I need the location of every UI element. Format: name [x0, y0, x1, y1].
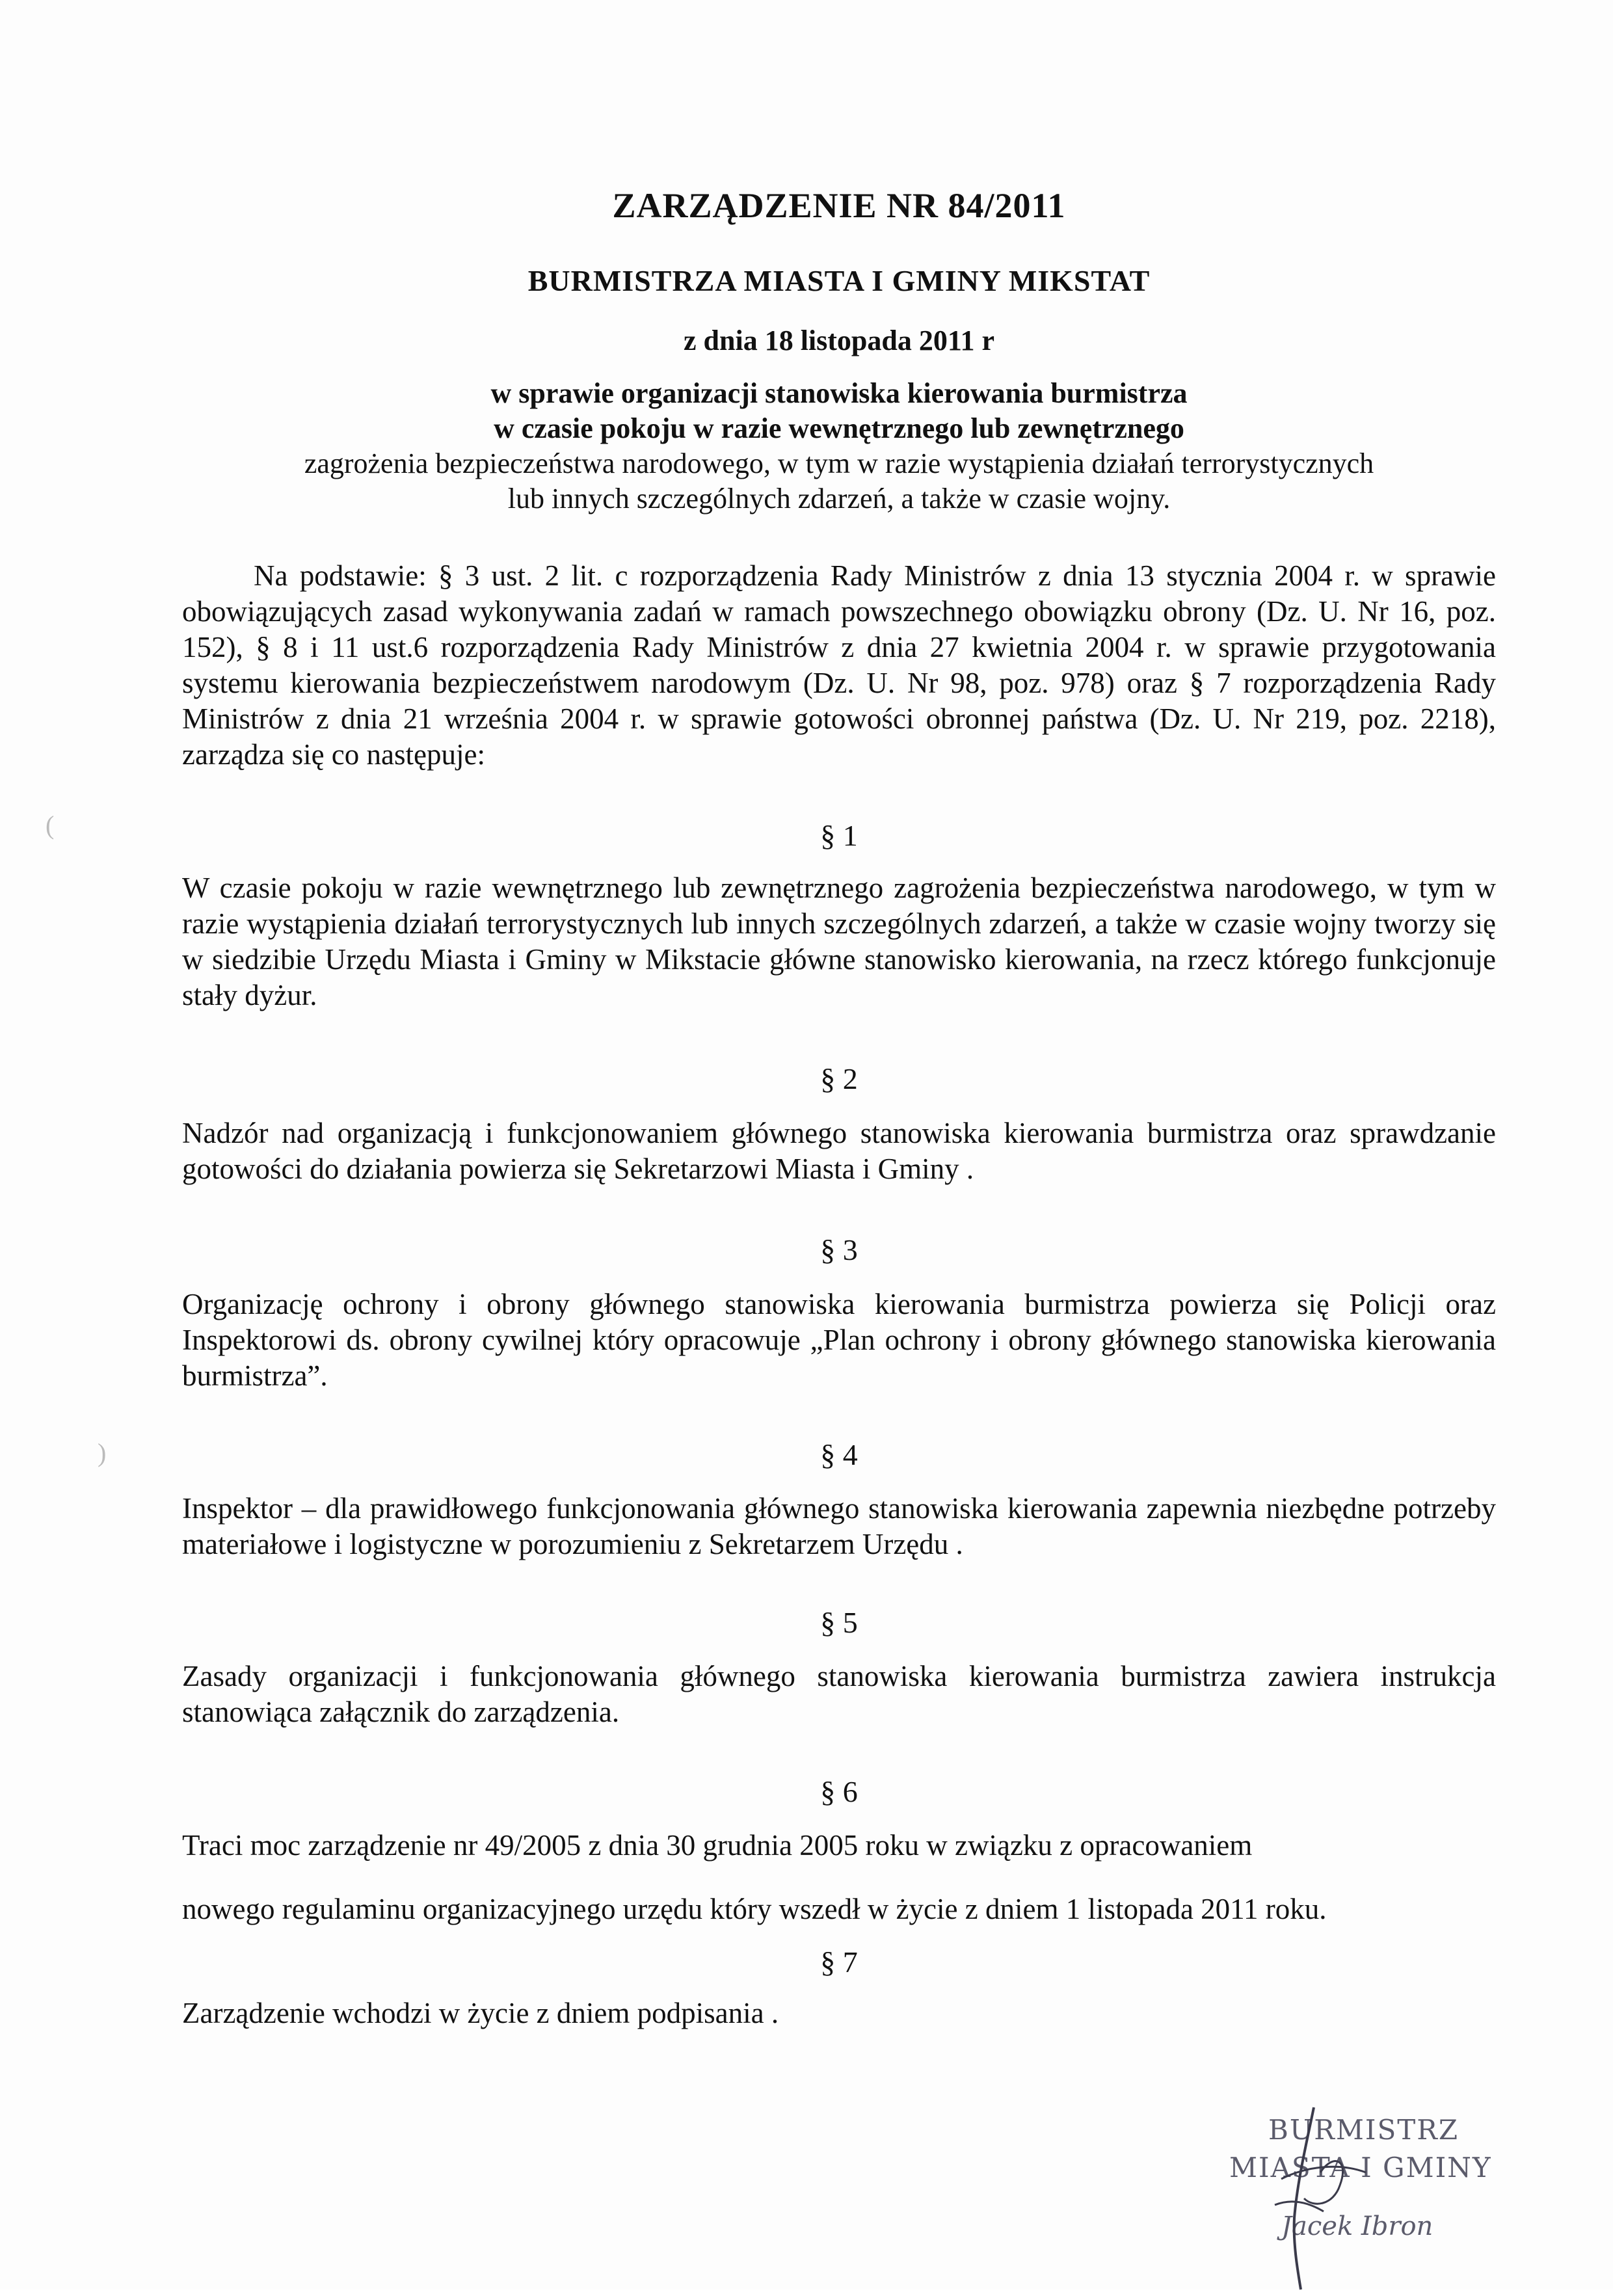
subject-line-4: lub innych szczególnych zdarzeń, a także w czasie wojny. [507, 483, 1171, 514]
section-4-text: Inspektor – dla prawidłowego funkcjonowania głównego stanowiska kierowania zapewnia niezbędne potrzeby materiałowe i logistyczne w porozumieniu z Sekretarzem Urzędu . [182, 1492, 1496, 1560]
stamp-title: BURMISTRZ [1268, 2114, 1460, 2146]
section-3-heading: § 3 [820, 1233, 858, 1266]
legal-basis: Na podstawie: § 3 ust. 2 lit. c rozporządzenia Rady Ministrów z dnia 13 stycznia 2004 r. w sprawie obowiązujących zasad wykonywania zadań w ramach powszechnego obowiązku obrony (Dz. U. Nr 16, poz. 152), § 8 i 11 ust.6 rozporządzenia Rady Ministrów z dnia 27 kwietnia 2004 r. w sprawie przygotowania systemu kierowania bezpieczeństwem narodowym (Dz. U. Nr 98, poz. 978) oraz § 7 rozporządzenia Rady Ministrów z dnia 21 września 2004 r. w sprawie gotowości obronnej państwa (Dz. U. Nr 219, poz. 2218), zarządza się co następuje: [182, 559, 1496, 771]
section-3-text: Organizację ochrony i obrony głównego stanowiska kierowania burmistrza powierza się Policji oraz Inspektorowi ds. obrony cywilnej który opracowuje „Plan ochrony i obrony głównego stanowiska kierowania burmistrza”. [182, 1288, 1496, 1392]
handwritten-signature [1236, 2101, 1405, 2296]
section-1-heading: § 1 [820, 819, 858, 852]
subject-regular [182, 446, 1496, 516]
subject-bold [182, 376, 1496, 446]
scan-mark: ) [98, 1438, 107, 1467]
section-4-heading: § 4 [820, 1438, 858, 1471]
section-2-text: Nadzór nad organizacją i funkcjonowaniem głównego stanowiska kierowania burmistrza oraz sprawdzanie gotowości do działania powierza się Sekretarzowi Miasta i Gminy . [182, 1117, 1496, 1185]
stamp-name: Jacek Ibron [1281, 2211, 1433, 2241]
section-7-text: Zarządzenie wchodzi w życie z dniem podpisania . [182, 1997, 779, 2029]
subject-line-2: w czasie pokoju w razie wewnętrznego lub zewnętrznego [494, 412, 1184, 444]
stamp-office: MIASTA I GMINY [1229, 2152, 1492, 2183]
document-issuer: BURMISTRZA MIASTA I GMINY MIKSTAT [527, 264, 1151, 297]
scan-mark: ( [46, 810, 55, 840]
subject-line-3: zagrożenia bezpieczeństwa narodowego, w tym w razie wystąpienia działań terrorystycznych [304, 447, 1374, 479]
section-5-text: Zasady organizacji i funkcjonowania głównego stanowiska kierowania burmistrza zawiera instrukcja stanowiąca załącznik do zarządzenia. [182, 1660, 1496, 1728]
section-7-heading: § 7 [820, 1945, 858, 1979]
section-6-heading: § 6 [820, 1775, 858, 1808]
section-2-heading: § 2 [820, 1062, 858, 1095]
section-5-heading: § 5 [820, 1606, 858, 1639]
section-6-text-line-1: Traci moc zarządzenie nr 49/2005 z dnia 30 grudnia 2005 roku w związku z opracowaniem [182, 1829, 1253, 1862]
subject-line-1: w sprawie organizacji stanowiska kierowania burmistrza [490, 377, 1188, 409]
section-1-text: W czasie pokoju w razie wewnętrznego lub zewnętrznego zagrożenia bezpieczeństwa narodowego, w tym w razie wystąpienia działań terrorystycznych lub innych szczególnych zdarzeń, a także w czasie wojny tworzy się w siedzibie Urzędu Miasta i Gminy w Mikstacie główne stanowisko kierowania, na rzecz którego funkcjonuje stały dyżur. [182, 872, 1496, 1011]
section-6-text-line-2: nowego regulaminu organizacyjnego urzędu który wszedł w życie z dniem 1 listopada 2011 roku. [182, 1893, 1327, 1925]
document-date: z dnia 18 listopada 2011 r [684, 325, 994, 356]
document-title: ZARZĄDZENIE NR 84/2011 [612, 186, 1066, 225]
